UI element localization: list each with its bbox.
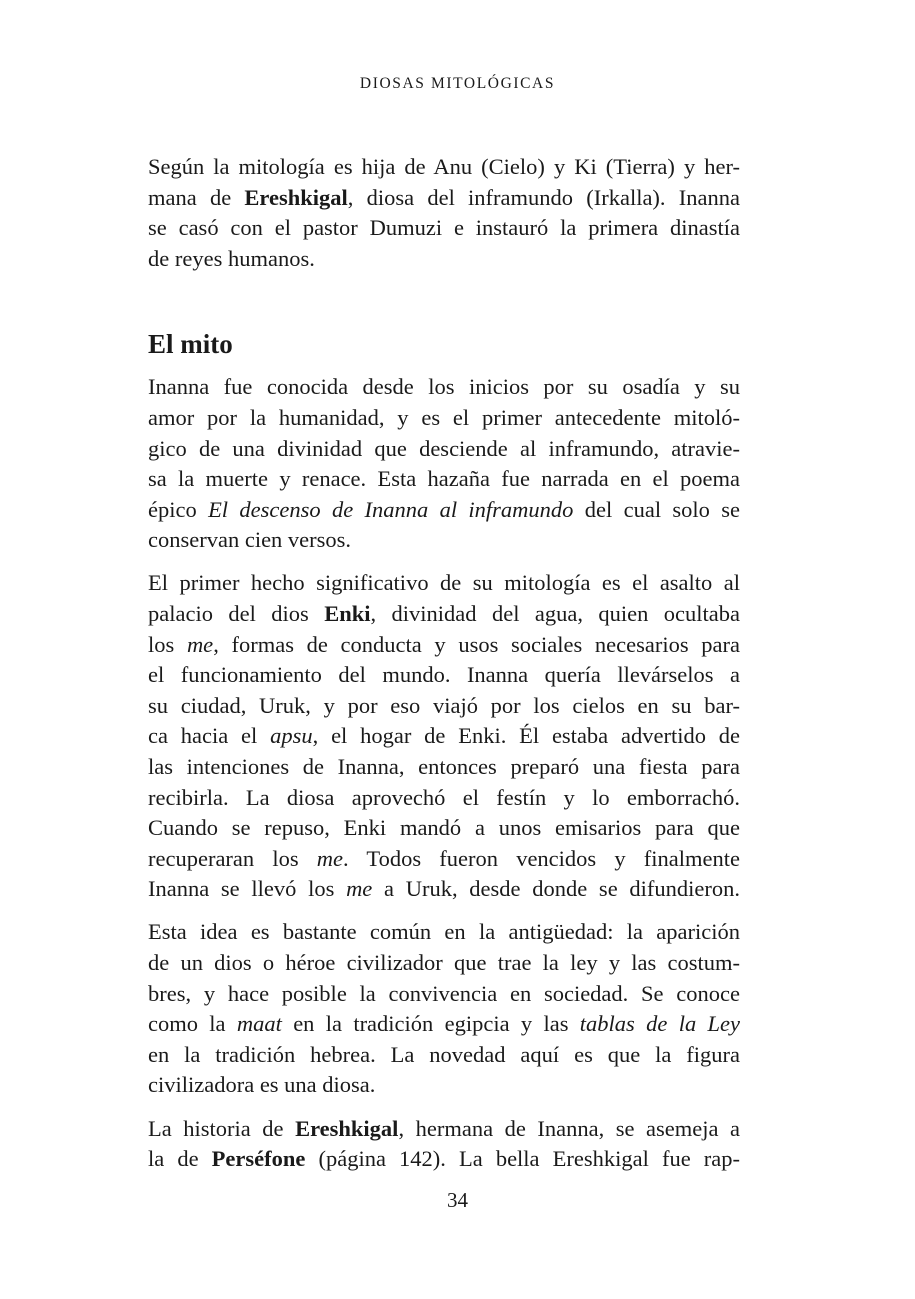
text-line: Cuando se repuso, Enki mandó a unos emisarios para que: [148, 815, 740, 841]
text-line: Inanna fue conocida desde los inicios por su osadía y su: [148, 374, 740, 400]
page-number: 34: [447, 1188, 468, 1212]
text-line: Esta idea es bastante común en la antigüedad: la aparición: [148, 919, 740, 945]
name-enki: Enki: [324, 601, 371, 627]
poem-title: El descenso de Inanna al inframundo: [208, 496, 574, 522]
paragraph-enki: [148, 568, 740, 905]
text-line: sa la muerte y renace. Esta hazaña fue narrada en el poema: [148, 466, 740, 492]
text-line: civilizadora es una diosa.: [148, 1072, 376, 1098]
text-line: su ciudad, Uruk, y por eso viajó por los cielos en su bar-: [148, 692, 740, 718]
section-heading: El mito: [148, 329, 233, 360]
text-line: de reyes humanos.: [148, 245, 315, 271]
text-line: conservan cien versos.: [148, 527, 352, 553]
text-line: los me, formas de conducta y usos sociales necesarios para: [148, 631, 740, 657]
text-line: como la maat en la tradición egipcia y las tablas de la Ley: [148, 1011, 740, 1037]
text-line: palacio del dios Enki, divinidad del agua, quien ocultaba: [148, 601, 740, 627]
term-me: me: [316, 845, 344, 871]
text-line: épico El descenso de Inanna al inframundo del cual solo se: [148, 496, 740, 522]
text-line: se casó con el pastor Dumuzi e instauró la primera dinastía: [148, 215, 740, 241]
text-line: recuperaran los me. Todos fueron vencidos y finalmente: [148, 845, 740, 871]
paragraph-myth-intro: [148, 372, 740, 556]
text-line: de un dios o héroe civilizador que trae la ley y las costum-: [148, 950, 740, 976]
text-line: bres, y hace posible la convivencia en sociedad. Se conoce: [148, 980, 740, 1006]
text-line: recibirla. La diosa aprovechó el festín y lo emborrachó.: [148, 784, 740, 810]
term-apsu: apsu: [270, 723, 313, 749]
term-me: me: [346, 876, 373, 902]
text-line: Según la mitología es hija de Anu (Cielo) y Ki (Tierra) y her-: [148, 154, 740, 179]
term-me: me: [186, 631, 214, 657]
name-persefone: Perséfone: [211, 1146, 306, 1172]
name-ereshkigal: Ereshkigal: [295, 1115, 399, 1141]
term-tablas-de-la-ley: tablas de la Ley: [579, 1011, 740, 1037]
text-line: la de Perséfone (página 142). La bella Ereshkigal fue rap-: [148, 1146, 740, 1172]
name-ereshkigal: Ereshkigal: [244, 184, 348, 210]
term-maat: maat: [236, 1011, 282, 1037]
text-line: El primer hecho significativo de su mitología es el asalto al: [148, 570, 740, 596]
paragraph-ereshkigal: [148, 1114, 740, 1175]
paragraph-civilizing: [148, 917, 740, 1101]
text-line: las intenciones de Inanna, entonces preparó una fiesta para: [148, 754, 740, 779]
text-line: La historia de Ereshkigal, hermana de Inanna, se asemeja a: [148, 1115, 740, 1141]
text-line: el funcionamiento del mundo. Inanna quería llevárselos a: [148, 662, 740, 688]
running-head: DIOSAS MITOLÓGICAS: [359, 75, 556, 92]
text-line: gico de una divinidad que desciende al inframundo, atravie-: [148, 435, 740, 461]
text-line: mana de Ereshkigal, diosa del inframundo (Irkalla). Inanna: [148, 184, 740, 210]
paragraph-intro: [148, 152, 740, 274]
body-text: [148, 152, 740, 1175]
text-line: ca hacia el apsu, el hogar de Enki. Él estaba advertido de: [148, 723, 740, 749]
text-line: en la tradición hebrea. La novedad aquí es que la figura: [148, 1041, 740, 1067]
text-line: amor por la humanidad, y es el primer antecedente mitoló-: [148, 404, 740, 430]
text-line: Inanna se llevó los me a Uruk, desde donde se difundieron.: [148, 876, 740, 902]
